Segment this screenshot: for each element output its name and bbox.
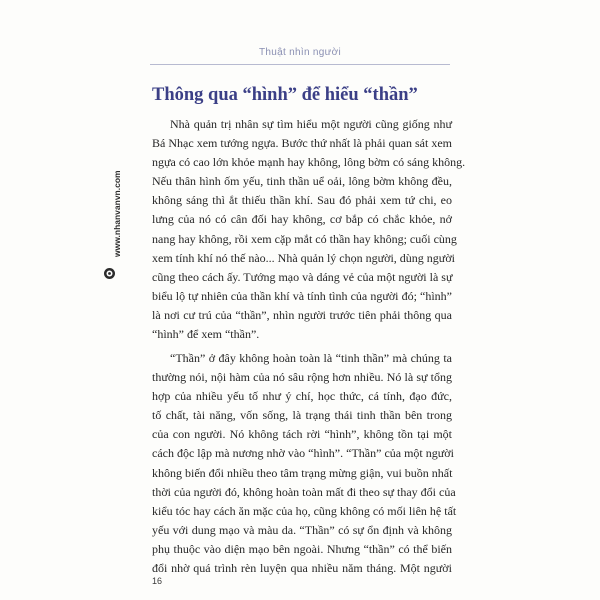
text-line: tố chất, tài năng, vốn sống, là trạng thái tinh thần bên trong: [152, 408, 452, 423]
text-line: lưng của nó có cân đối hay không, cơ bắp có chắc khỏe, nở: [152, 212, 452, 227]
page-number: 16: [152, 576, 163, 586]
text-line: xem tính khí nó thế nào... Nhà quản lý chọn người, dùng người: [152, 250, 455, 265]
side-watermark-url: www.nhanvanvn.com: [112, 170, 122, 257]
text-line: không biến đổi nhiều theo tâm trạng mừng giận, vui buồn nhất: [152, 465, 453, 480]
text-line: “hình” để xem “thần”.: [152, 327, 260, 342]
text-line: thời của người đó, không hoàn toàn mất đi theo sự thay đổi của: [152, 484, 456, 499]
text-line: Nếu thân hình ốm yếu, tinh thần uể oải, lông bờm không đều,: [152, 174, 452, 189]
publisher-logo-icon: [103, 267, 116, 280]
text-line: kiểu tóc hay cách ăn mặc của họ, cũng không có mối liên hệ tất: [152, 503, 457, 518]
text-line: đổi nhờ quá trình rèn luyện qua nhiều năm tháng. Một người: [152, 561, 452, 576]
chapter-title: Thông qua “hình” để hiểu “thần”: [152, 85, 418, 105]
text-line: là nơi cư trú của “thần”, nhìn người trước tiên phải thông qua: [152, 307, 452, 322]
text-line: Bá Nhạc xem tướng ngựa. Bước thứ nhất là phải quan sát xem: [152, 136, 452, 151]
text-line: của con người. Nó không tách rời “hình”, không tồn tại một: [152, 427, 452, 442]
text-line: ngựa có cao lớn khỏe mạnh hay không, lông bờm có sáng không.: [152, 155, 466, 170]
text-line: không sáng thì ắt thiếu thần khí. Sau đó phải xem tứ chi, eo: [152, 193, 452, 208]
header-divider: [150, 64, 450, 65]
running-head: Thuật nhìn người: [259, 47, 341, 58]
text-line: “Thần” ở đây không hoàn toàn là “tinh thần” mà chúng ta: [170, 351, 452, 365]
text-line: biểu lộ tự nhiên của thần khí và tính tình của người đó; “hình”: [152, 288, 452, 303]
text-line: phụ thuộc vào diện mạo bên ngoài. Nhưng “thần” có thể biến: [152, 541, 452, 556]
paragraph-1: [152, 115, 466, 344]
text-line: hợp của nhiều yếu tố như ý chí, học thức, cá tính, đạo đức,: [152, 389, 452, 404]
text-line: Nhà quản trị nhân sự tìm hiểu một người cũng giống như: [170, 117, 452, 131]
text-line: nang hay không, rồi xem cặp mắt có thần hay không; cuối cùng: [152, 231, 457, 246]
text-line: cách độc lập mà nương nhờ vào “hình”. “Thần” của một người: [152, 446, 454, 461]
text-line: cũng theo cách ấy. Tướng mạo và dáng vẻ của một người là sự: [152, 269, 453, 284]
text-line: yếu với dung mạo và màu da. “Thần” có sự ổn định và không: [152, 522, 452, 537]
paragraph-2: [152, 349, 457, 578]
text-line: thường nói, nội hàm của nó sâu rộng hơn nhiều. Nó là sự tổng: [152, 370, 452, 385]
